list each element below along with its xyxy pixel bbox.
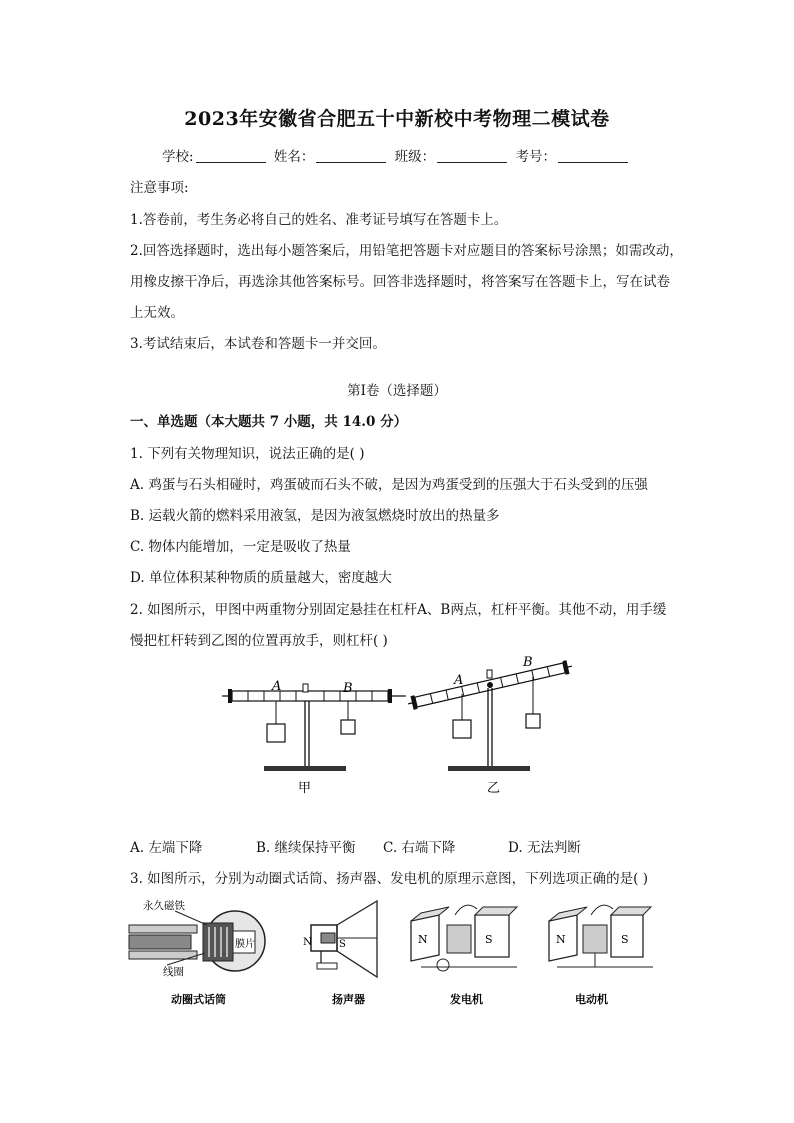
devices-figure: [125, 895, 670, 1015]
notes-heading: 注意事项:: [130, 180, 189, 196]
yi-label-b: B: [523, 655, 533, 670]
q1-stem: 1. 下列有关物理知识，说法正确的是( ): [130, 446, 365, 462]
exam-no-label: 考号：: [515, 149, 556, 165]
name-label: 姓名：: [273, 149, 315, 165]
q2-option-d: D. 无法判断: [508, 840, 581, 856]
class-blank: [437, 148, 507, 163]
mic-diaphragm-label: 膜片: [235, 939, 255, 950]
section-title: 第Ⅰ卷（选择题）: [347, 383, 447, 399]
motor-n-label: N: [556, 933, 566, 946]
q2-option-b: B. 继续保持平衡: [256, 840, 356, 856]
q2-stem-line2: 慢把杠杆转到乙图的位置再放手，则杠杆( ): [130, 633, 388, 649]
jia-label-b: B: [343, 681, 353, 696]
generator-s-label: S: [485, 933, 493, 946]
caption-generator: 发电机: [450, 993, 483, 1006]
lever-figure: [210, 650, 590, 800]
exam-no-blank: [558, 148, 628, 163]
q1-option-b: B. 运载火箭的燃料采用液氢，是因为液氢燃烧时放出的热量多: [130, 508, 500, 524]
speaker-diagram: [303, 901, 377, 1006]
microphone-diagram: [129, 899, 265, 1006]
generator-diagram: [411, 905, 517, 1006]
caption-yi: 乙: [487, 781, 501, 796]
q1-option-a: A. 鸡蛋与石头相碰时，鸡蛋破而石头不破，是因为鸡蛋受到的压强大于石头受到的压强: [130, 477, 648, 493]
q2-option-a: A. 左端下降: [130, 840, 203, 856]
school-blank: [196, 148, 266, 163]
caption-speaker: 扬声器: [332, 993, 365, 1006]
part-heading: 一、单选题（本大题共 7 小题，共 14.0 分）: [130, 414, 408, 430]
mic-coil-label: 线圈: [163, 966, 184, 978]
q1-option-c: C. 物体内能增加，一定是吸收了热量: [130, 539, 351, 555]
q1-option-d: D. 单位体积某种物质的质量越大，密度越大: [130, 570, 392, 586]
note-item-3: 3.考试结束后，本试卷和答题卡一并交回。: [130, 336, 386, 352]
generator-n-label: N: [418, 933, 428, 946]
caption-microphone: 动圈式话筒: [171, 993, 226, 1006]
jia-label-a: A: [272, 679, 282, 694]
lever-jia: [222, 679, 406, 796]
student-info-row: [0, 145, 794, 165]
motor-diagram: [549, 905, 653, 1006]
note-item-2: 2.回答选择题时，选出每小题答案后，用铅笔把答题卡对应题目的答案标号涂黑；如需改动，: [130, 243, 683, 259]
note-item-1: 1.答卷前，考生务必将自己的姓名、准考证号填写在答题卡上。: [130, 212, 508, 228]
yi-label-a: A: [454, 673, 464, 688]
caption-jia: 甲: [298, 781, 312, 796]
name-blank: [316, 148, 386, 163]
mic-magnet-label: 永久磁铁: [143, 900, 185, 912]
q3-stem: 3. 如图所示，分别为动圈式话筒、扬声器、发电机的原理示意图，下列选项正确的是( ): [130, 871, 648, 887]
speaker-s-label: S: [339, 939, 346, 950]
school-label: 学校:: [162, 149, 194, 165]
q2-option-c: C. 右端下降: [383, 840, 456, 856]
note-item-2-cont: 用橡皮擦干净后，再选涂其他答案标号。回答非选择题时，将答案写在答题卡上，写在试卷: [130, 274, 670, 290]
motor-s-label: S: [621, 933, 629, 946]
note-item-2-end: 上无效。: [130, 305, 184, 321]
caption-motor: 电动机: [575, 993, 608, 1006]
speaker-n-label: N: [303, 936, 313, 948]
class-label: 班级：: [394, 149, 436, 165]
lever-yi: [407, 655, 574, 796]
paper-title: 2023年安徽省合肥五十中新校中考物理二模试卷: [184, 108, 610, 130]
q2-stem-line1: 2. 如图所示，甲图中两重物分别固定悬挂在杠杆A、B两点，杠杆平衡。其他不动，用手缓: [130, 602, 667, 618]
